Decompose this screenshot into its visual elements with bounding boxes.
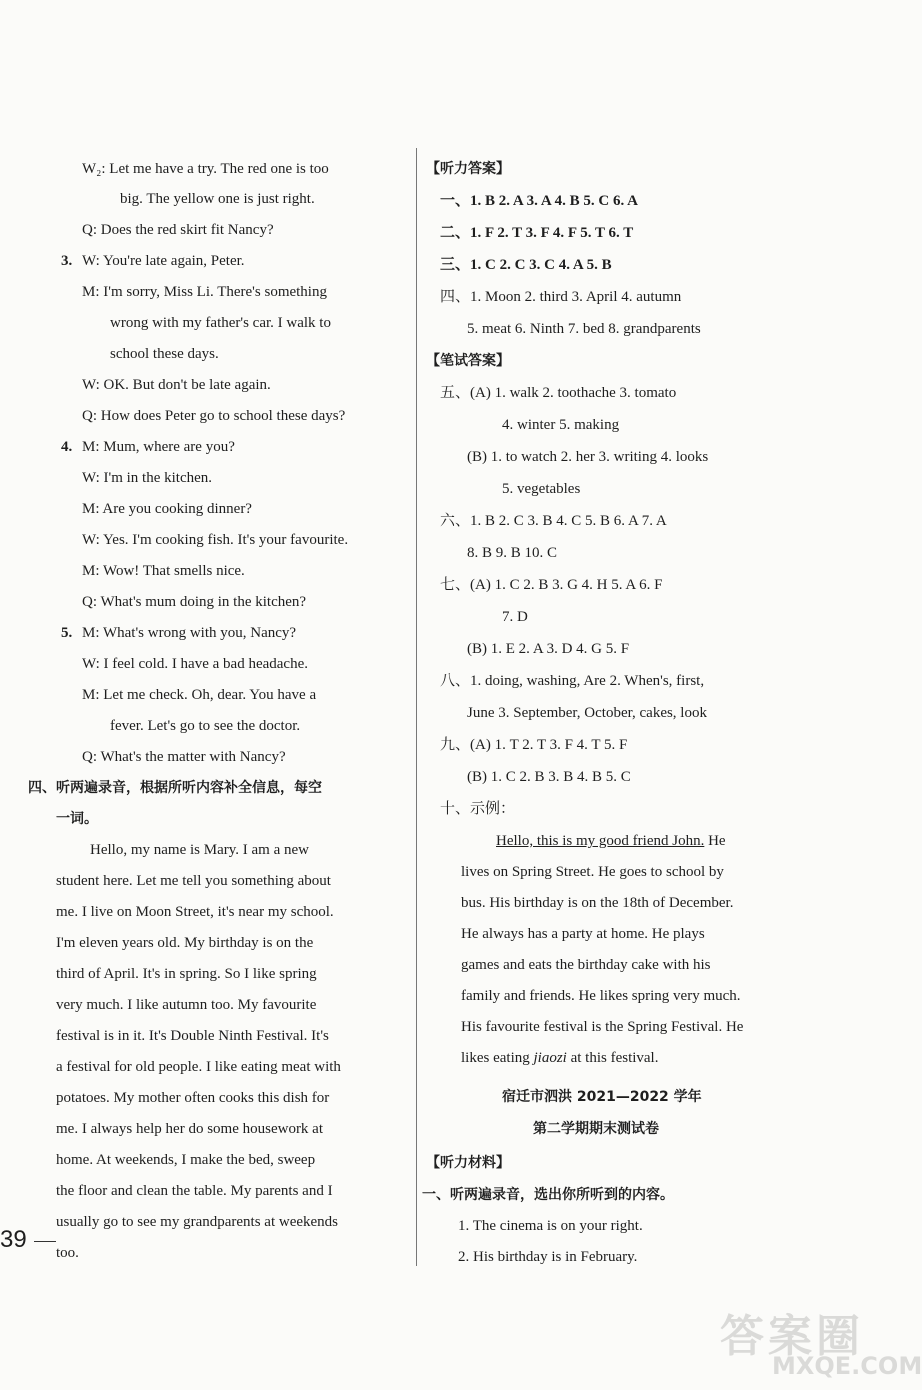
answer-line: 4. winter 5. making — [502, 417, 620, 433]
essay-line — [496, 830, 726, 852]
answer-line: 六、1. B 2. C 3. B 4. C 5. B 6. A 7. A — [440, 513, 667, 529]
essay-text: at this festival. — [566, 1050, 659, 1066]
dialogue-line: M: Let me check. Oh, dear. You have a — [82, 687, 317, 703]
dialogue-line: W: OK. But don't be late again. — [82, 377, 271, 393]
answer-line: (B) 1. C 2. B 3. B 4. B 5. C — [467, 769, 631, 785]
passage-line: home. At weekends, I make the bed, sweep — [56, 1152, 316, 1168]
essay-italic-word: jiaozi — [533, 1050, 567, 1066]
passage-line: potatoes. My mother often cooks this dish for — [56, 1090, 330, 1106]
passage-line: I'm eleven years old. My birthday is on the — [56, 935, 314, 951]
answer-line: 九、(A) 1. T 2. T 3. F 4. T 5. F — [440, 737, 628, 753]
listening-material-heading: 【听力材料】 — [426, 1155, 510, 1171]
essay-text: He — [704, 833, 726, 849]
answer-line: June 3. September, October, cakes, look — [467, 705, 707, 721]
column-divider — [416, 148, 417, 1266]
watermark-logo — [720, 1300, 922, 1380]
dialogue-line: wrong with my father's car. I walk to — [110, 315, 331, 331]
essay-line: bus. His birthday is on the 18th of December. — [461, 895, 734, 911]
page-number-dash — [34, 1241, 56, 1242]
answer-line: 一、1. B 2. A 3. A 4. B 5. C 6. A — [440, 193, 638, 209]
essay-line: His favourite festival is the Spring Festival. He — [461, 1019, 744, 1035]
dialogue-line: W: Yes. I'm cooking fish. It's your favourite. — [82, 532, 349, 548]
passage-line: too. — [56, 1245, 79, 1261]
dialogue-line: M: I'm sorry, Miss Li. There's something — [82, 284, 327, 300]
item-number: 3. — [61, 253, 73, 269]
dialogue-line: M: Are you cooking dinner? — [82, 501, 252, 517]
dialogue-line: M: What's wrong with you, Nancy? — [82, 625, 297, 641]
answer-line: 四、1. Moon 2. third 3. April 4. autumn — [440, 289, 682, 305]
passage-line: a festival for old people. I like eating meat with — [56, 1059, 341, 1075]
answer-line: 三、1. C 2. C 3. C 4. A 5. B — [440, 257, 612, 273]
essay-line: He always has a party at home. He plays — [461, 926, 705, 942]
dialogue-line: W: You're late again, Peter. — [82, 253, 245, 269]
answer-line: 五、(A) 1. walk 2. toothache 3. tomato — [440, 385, 677, 401]
section-heading: 一、听两遍录音，选出你所听到的内容。 — [422, 1187, 674, 1203]
dialogue-line: school these days. — [110, 346, 219, 362]
answer-line: 八、1. doing, washing, Are 2. When's, first, — [440, 673, 705, 689]
essay-line: games and eats the birthday cake with his — [461, 957, 711, 973]
passage-line: Hello, my name is Mary. I am a new — [90, 842, 309, 858]
essay-line — [461, 1047, 658, 1069]
material-line: 2. His birthday is in February. — [458, 1249, 638, 1265]
essay-underlined-opening: Hello, this is my good friend John. — [496, 833, 705, 849]
listening-answers-heading: 【听力答案】 — [426, 161, 510, 177]
watermark-bottom-text: MXQE.COM — [772, 1352, 922, 1380]
section-heading: 四、听两遍录音，根据所听内容补全信息，每空 — [28, 780, 322, 796]
material-line: 1. The cinema is on your right. — [458, 1218, 643, 1234]
answer-line: 二、1. F 2. T 3. F 4. F 5. T 6. T — [440, 225, 634, 241]
written-answers-heading: 【笔试答案】 — [426, 353, 510, 369]
answer-line: (B) 1. E 2. A 3. D 4. G 5. F — [467, 641, 630, 657]
answer-line: (B) 1. to watch 2. her 3. writing 4. looks — [467, 449, 709, 465]
dialogue-line: big. The yellow one is just right. — [120, 191, 315, 207]
passage-line: usually go to see my grandparents at weekends — [56, 1214, 339, 1230]
passage-line: festival is in it. It's Double Ninth Festival. It's — [56, 1028, 329, 1044]
passage-line: third of April. It's in spring. So I like spring — [56, 966, 317, 982]
dialogue-line: fever. Let's go to see the doctor. — [110, 718, 301, 734]
dialogue-line: Q: How does Peter go to school these days? — [82, 408, 346, 424]
answer-line: 十、示例： — [440, 801, 516, 817]
dialogue-line: M: Wow! That smells nice. — [82, 563, 245, 579]
passage-line: very much. I like autumn too. My favourite — [56, 997, 317, 1013]
item-number: 5. — [61, 625, 73, 641]
passage-line: the floor and clean the table. My parents and I — [56, 1183, 333, 1199]
dialogue-line: W: I feel cold. I have a bad headache. — [82, 656, 308, 672]
answer-line: 7. D — [502, 609, 528, 625]
dialogue-line: Q: Does the red skirt fit Nancy? — [82, 222, 274, 238]
item-number: 4. — [61, 439, 73, 455]
passage-line: student here. Let me tell you something about — [56, 873, 331, 889]
test-title-line1: 宿迁市泗洪 2021—2022 学年 — [502, 1089, 702, 1105]
dialogue-line: M: Mum, where are you? — [82, 439, 235, 455]
answer-line: 七、(A) 1. C 2. B 3. G 4. H 5. A 6. F — [440, 577, 663, 593]
section-heading-cont: 一词。 — [56, 811, 98, 827]
essay-text: likes eating — [461, 1050, 534, 1066]
essay-line: lives on Spring Street. He goes to school by — [461, 864, 724, 880]
essay-line: family and friends. He likes spring very much. — [461, 988, 741, 1004]
answer-line: 5. vegetables — [502, 481, 581, 497]
page-number: 39 — [0, 1226, 27, 1253]
answer-line: 8. B 9. B 10. C — [467, 545, 558, 561]
test-title-line2: 第二学期期末测试卷 — [533, 1121, 659, 1137]
passage-line: me. I always help her do some housework at — [56, 1121, 324, 1137]
dialogue-line: Q: What's the matter with Nancy? — [82, 749, 286, 765]
answer-line: 5. meat 6. Ninth 7. bed 8. grandparents — [467, 321, 701, 337]
passage-line: me. I live on Moon Street, it's near my school. — [56, 904, 334, 920]
watermark-top-text: 答案圈 — [720, 1311, 864, 1362]
dialogue-line: Q: What's mum doing in the kitchen? — [82, 594, 307, 610]
dialogue-line: W: I'm in the kitchen. — [82, 470, 213, 486]
dialogue-line: W₂: Let me have a try. The red one is too — [82, 161, 329, 177]
